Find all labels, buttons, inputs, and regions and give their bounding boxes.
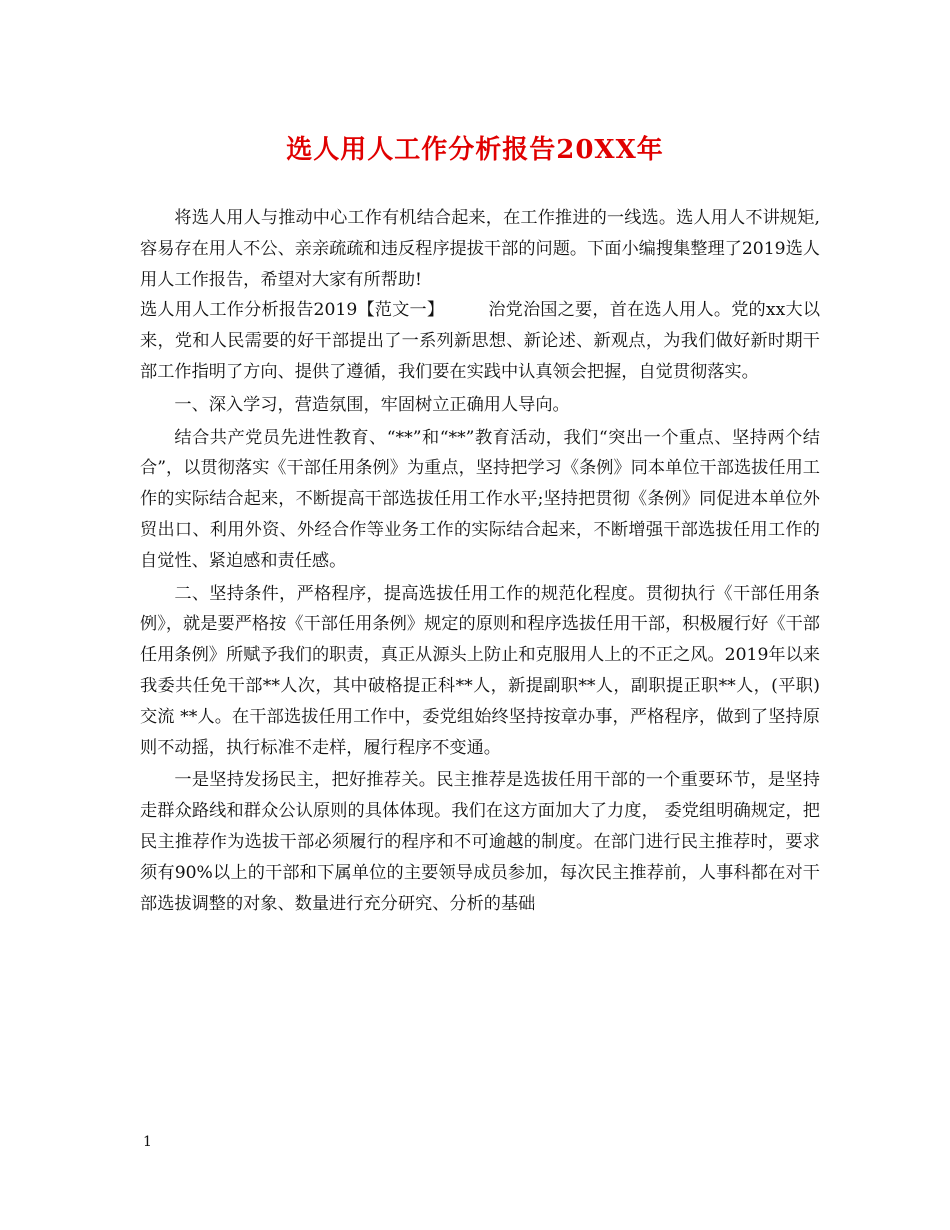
page-number: 1 [143, 1134, 152, 1150]
document-title: 选人用人工作分析报告20XX年 [286, 135, 664, 165]
section-1-heading: 一、深入学习，营造氛围，牢固树立正确用人导向。 [174, 394, 570, 415]
section-2-paragraph: 二、坚持条件，严格程序，提高选拔任用工作的规范化程度。贯彻执行《干部任用条例》，就是要严格按《干部任用条例》规定的原则和程序选拔任用干部，积极履行好《干部任用条例》所赋予我们的职责，真正从源头上防止和克服用人上的不正之风。2019年以来我委共任免干部**人次，其中破格提正科**人，新提副职**人，副职提正职**人，(平职)交流 **人。在干部选拔任用工作中，委党组始终坚持按章办事，严格程序，做到了坚持原则不动摇，执行标准不走样，履行程序不变通。 [140, 583, 820, 758]
sample-paragraph [140, 295, 820, 387]
sample-heading: 选人用人工作分析报告2019【范文一】 [140, 300, 445, 321]
sample-opening-text: 治党治国之要，首在选人用人。党的xx大以来，党和人民需要的好干部提出了一系列新思想、新论述、新观点，为我们做好新时期干部工作指明了方向、提供了遵循，我们要在实践中认真领会把握，自觉贯彻落实。 [140, 300, 821, 382]
document-body [140, 203, 820, 919]
intro-paragraph: 将选人用人与推动中心工作有机结合起来，在工作推进的一线选。选人用人不讲规矩,容易存在用人不公、亲亲疏疏和违反程序提拔干部的问题。下面小编搜集整理了2019选人用人工作报告，希望对大家有所帮助! [140, 208, 820, 290]
point-1-paragraph: 一是坚持发扬民主，把好推荐关。民主推荐是选拔任用干部的一个重要环节，是坚持走群众路线和群众公认原则的具体体现。我们在这方面加大了力度， 委党组明确规定，把民主推荐作为选拔干部必须履行的程序和不可逾越的制度。在部门进行民主推荐时，要求须有90%以上的干部和下属单位的主要领导成员参加，每次民主推荐前，人事科都在对干部选拔调整的对象、数量进行充分研究、分析的基础 [140, 770, 820, 914]
section-1-body: 结合共产党员先进性教育、“**”和“**”教育活动，我们“突出一个重点、坚持两个结合”，以贯彻落实《干部任用条例》为重点，坚持把学习《条例》同本单位干部选拔任用工作的实际结合起来，不断提高干部选拔任用工作水平;坚持把贯彻《条例》同促进本单位外贸出口、利用外资、外经合作等业务工作的实际结合起来，不断增强干部选拔任用工作的自觉性、紧迫感和责任感。 [140, 427, 820, 571]
